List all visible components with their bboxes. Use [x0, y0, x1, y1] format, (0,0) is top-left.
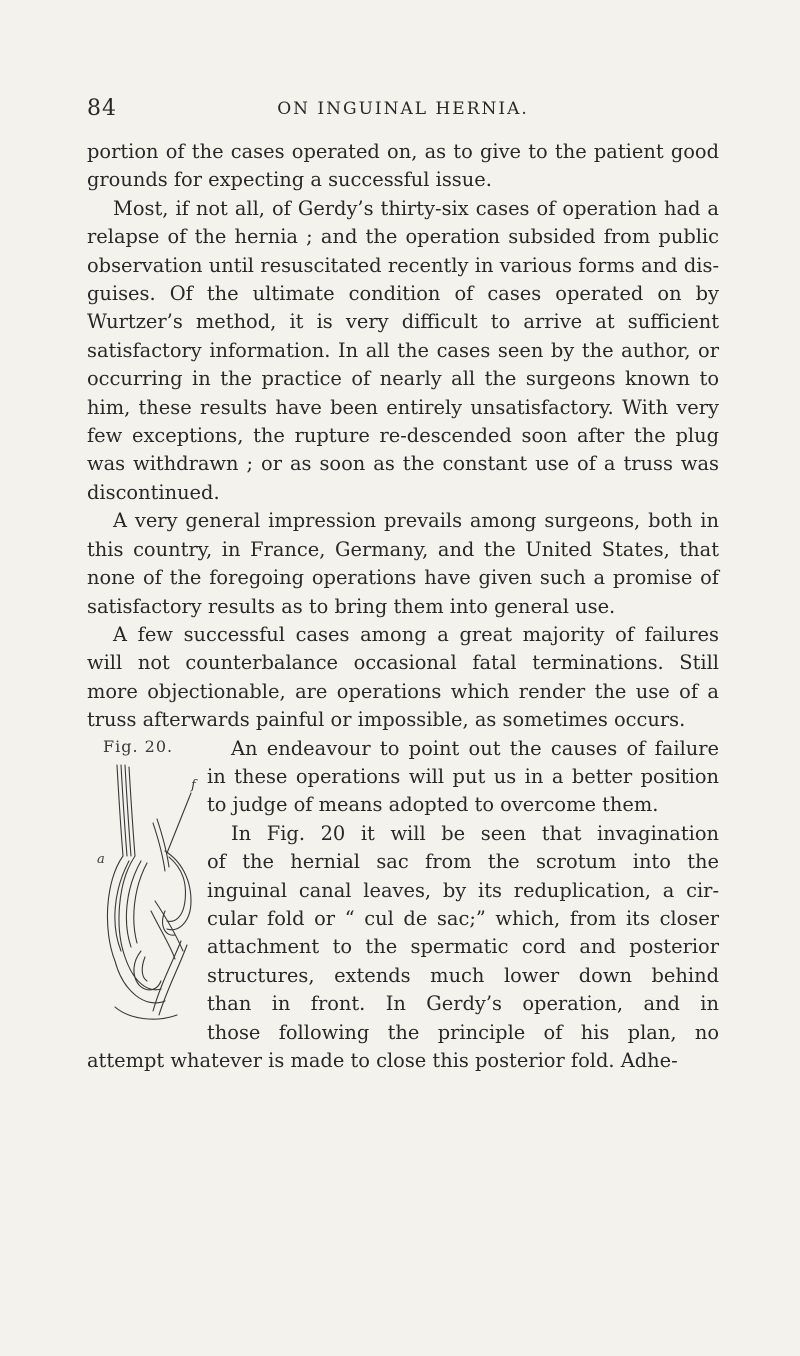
final-line: attempt whatever is made to close this posterior fold. Adhe-	[87, 1049, 678, 1072]
wrapped-line: attachment to the spermatic cord and posterior	[207, 935, 719, 959]
paragraph-4: A few successful cases among a great majority of failures will not counterbalance occasional fatal terminations. Still more objectionable, are operations which render the use of a truss afterwards painful or impossible, as sometimes occurs.	[87, 622, 719, 732]
hernia-illustration	[95, 761, 215, 1031]
running-head: ON INGUINAL HERNIA.	[277, 99, 529, 119]
wrapped-line: in these operations will put us in a better position	[207, 764, 719, 788]
page-number: 84	[87, 96, 117, 121]
paragraph-1: portion of the cases operated on, as to give to the patient good grounds for expecting a successful issue.	[87, 140, 719, 192]
wrapped-line: inguinal canal leaves, by its reduplication, a cir-	[207, 878, 719, 902]
wrapped-paragraph	[207, 735, 719, 1047]
wrapped-line: those following the principle of his plan, no	[207, 1020, 719, 1044]
figure-20	[95, 735, 215, 1035]
wrapped-line: cular fold or “ cul de sac;” which, from its closer	[207, 906, 719, 930]
figure-caption: Fig. 20.	[103, 737, 174, 756]
page-header	[87, 96, 719, 126]
wrapped-line: of the hernial sac from the scrotum into the	[207, 850, 719, 874]
wrapped-line: In Fig. 20 it will be seen that invagination	[231, 821, 719, 845]
wrapped-line: An endeavour to point out the causes of failure	[231, 736, 719, 760]
paragraph-3: A very general impression prevails among surgeons, both in this country, in France, Germany, and the United States, that none of the foregoing operations have given such a promise of satisfactory results as to bring them into general use.	[87, 509, 719, 618]
wrapped-line: than in front. In Gerdy’s operation, and in	[207, 992, 719, 1016]
wrapped-line: structures, extends much lower down behind	[207, 963, 719, 987]
figure-label-a: a	[97, 852, 105, 867]
figure-label-f: f	[191, 778, 196, 793]
wrapped-line: to judge of means adopted to overcome them.	[207, 793, 659, 817]
paragraph-2: Most, if not all, of Gerdy’s thirty-six cases of operation had a relapse of the hernia ; and the operation subsided from public observation until resuscitated recently in various forms and dis- guises. Of the ultimate condition of cases operated on by Wurtzer’s method, it is very difficult to arrive at sufficient satisfactory information. In all the cases seen by the author, or occurring in the practice of nearly all the surgeons known to him, these results have been entirely unsatisfactory. With very few exceptions, the rupture re-descended soon after the plug was withdrawn ; or as soon as the constant use of a truss was discontinued.	[87, 196, 719, 504]
